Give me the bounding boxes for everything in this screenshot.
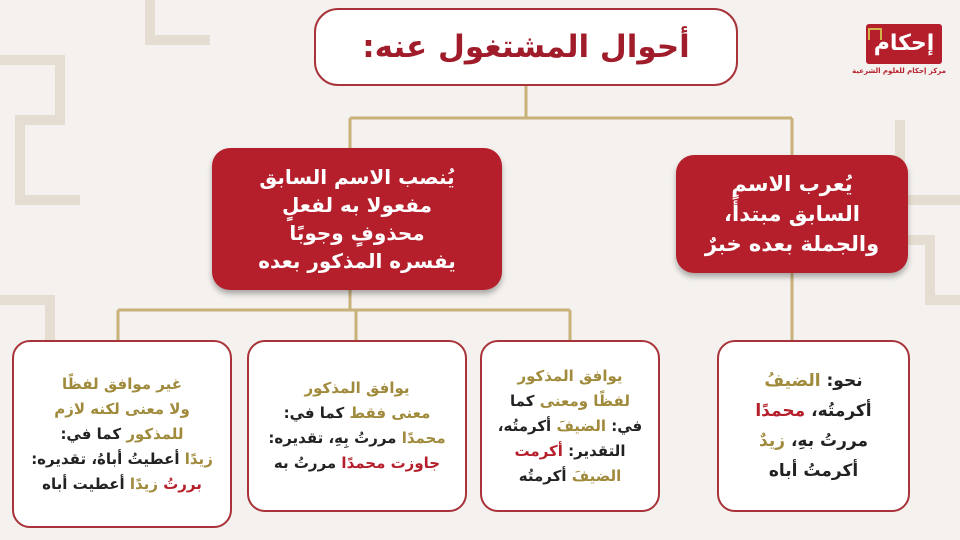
leaf-text: مررتُ به xyxy=(273,454,337,472)
leaf-line xyxy=(519,464,621,489)
leaf-heading: للمذكور xyxy=(126,424,184,443)
leaf-line xyxy=(42,472,202,497)
leaf-line xyxy=(764,366,862,396)
leaf-heading: لفظًا ومعنى xyxy=(539,391,630,410)
leaf-heading: معنى فقط xyxy=(349,404,431,422)
leaf-text: أكرمتُه، xyxy=(497,416,552,435)
leaf-heading: ولا معنى لكنه لازم xyxy=(54,399,190,418)
leaf-line xyxy=(498,414,642,439)
leaf-line xyxy=(515,439,626,464)
example-word: الضيفَ xyxy=(556,416,606,435)
leaf-text: مررتُ بِهِ، تقديره: xyxy=(268,429,397,447)
house-icon xyxy=(868,28,882,40)
leaf-no-match xyxy=(12,340,232,528)
example-word: الضيفُ xyxy=(764,371,821,391)
leaf-line xyxy=(759,426,868,456)
leaf-line xyxy=(268,426,445,451)
branch-accusative xyxy=(212,148,502,290)
leaf-text: أكرمتُه xyxy=(518,466,567,485)
example-word: زيدًا xyxy=(129,474,158,493)
leaf-heading: غير موافق لفظًا xyxy=(62,374,182,393)
example-word: الضيفَ xyxy=(571,466,622,485)
leaf-line xyxy=(769,456,858,486)
branch-line: والجملة بعده خبرٌ xyxy=(704,232,880,256)
leaf-meaning-match xyxy=(247,340,467,512)
title-box xyxy=(314,8,738,86)
example-word: بررتُ xyxy=(163,474,202,493)
example-word: محمدًا xyxy=(401,429,446,447)
leaf-text: مررتُ بهِ، xyxy=(790,431,868,451)
branch-line: مفعولا به لفعلٍ xyxy=(281,193,433,217)
leaf-text: أعطيت أباه xyxy=(42,474,125,493)
leaf-text: التقدير: xyxy=(568,441,626,460)
leaf-text: في: xyxy=(611,416,643,435)
logo-mark: إحكام xyxy=(866,24,942,64)
leaf-example xyxy=(717,340,910,512)
leaf-line xyxy=(60,422,183,447)
logo-subtitle: مركز إحكام للعلوم الشرعية xyxy=(852,67,946,75)
example-word: زيدٌ xyxy=(759,431,786,451)
leaf-line xyxy=(510,389,630,414)
leaf-text: كما في: xyxy=(60,424,122,443)
example-word: زيدًا xyxy=(184,449,213,468)
branch-line: محذوفٍ وجوبًا xyxy=(289,221,425,245)
brand-logo xyxy=(852,22,946,90)
leaf-text: كما xyxy=(510,391,535,410)
leaf-heading: يوافق المذكور xyxy=(517,366,623,385)
leaf-text: أكرمتُه، xyxy=(811,401,872,421)
leaf-text: أكرمتُ أباه xyxy=(768,461,859,481)
branch-nominative xyxy=(676,155,908,273)
leaf-text: أعطيتُ أباهُ، تقديره: xyxy=(31,449,180,468)
leaf-line xyxy=(284,401,431,426)
example-word: محمدًا xyxy=(755,401,806,421)
example-word: أكرمت xyxy=(514,441,563,460)
leaf-text: نحو: xyxy=(826,371,863,391)
branch-line: يُعرب الاسم xyxy=(731,172,853,196)
branch-line: يُنصب الاسم السابق xyxy=(259,165,455,189)
example-word: جاوزت محمدًا xyxy=(341,454,441,472)
leaf-line xyxy=(274,451,440,476)
diagram-title: أحوال المشتغول عنه: xyxy=(362,29,690,65)
branch-line: السابق مبتدأً، xyxy=(724,202,860,226)
leaf-heading: يوافق المذكور xyxy=(304,379,410,397)
leaf-full-match xyxy=(480,340,660,512)
leaf-line xyxy=(755,396,871,426)
leaf-text: كما في: xyxy=(283,404,345,422)
branch-line: يفسره المذكور بعده xyxy=(258,249,456,273)
leaf-line xyxy=(31,447,213,472)
